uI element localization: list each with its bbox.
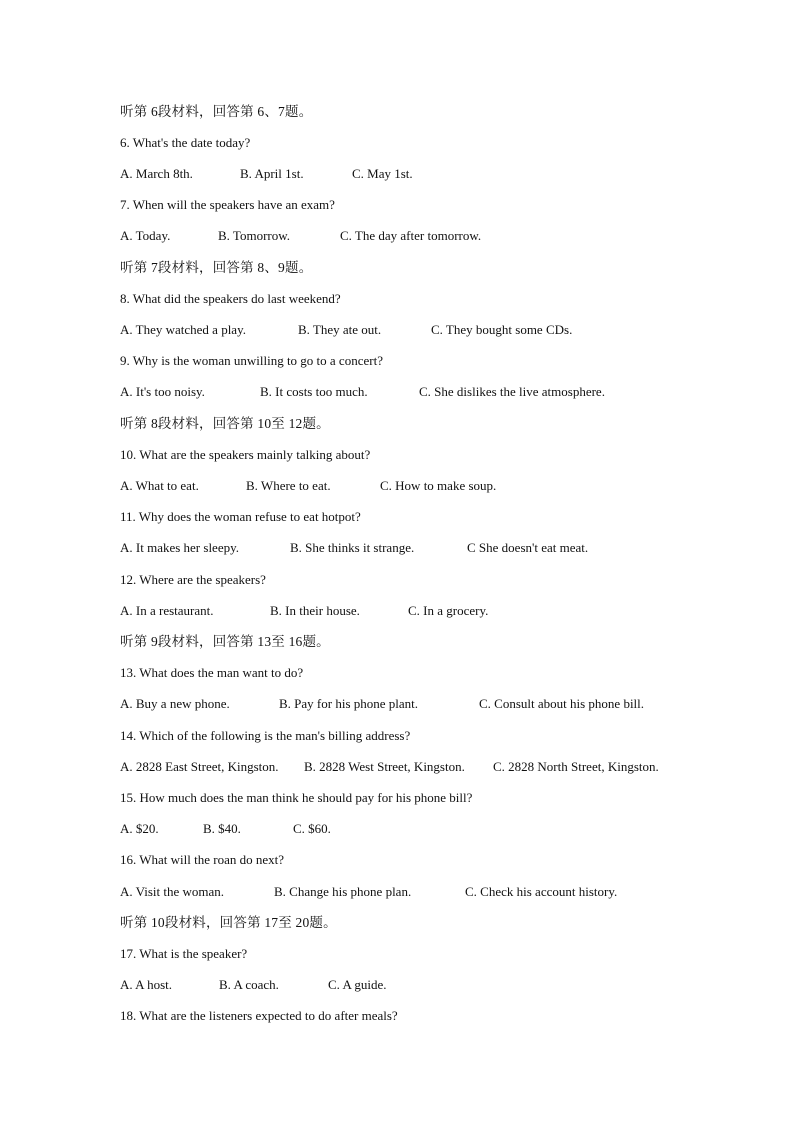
option-c: C. They bought some CDs.: [431, 322, 573, 337]
option-a: A. It's too noisy.: [120, 384, 205, 399]
question-text: 16. What will the roan do next?: [120, 852, 285, 867]
option-c: C. $60.: [293, 821, 331, 836]
option-b: B. Pay for his phone plant.: [279, 696, 419, 711]
option-b: B. 2828 West Street, Kingston.: [304, 759, 465, 774]
question-text: 18. What are the listeners expected to do after meals?: [120, 1008, 398, 1023]
option-b: B. A coach.: [219, 977, 279, 992]
option-a: A. A host.: [120, 977, 173, 992]
option-b: B. Where to eat.: [246, 478, 331, 493]
question-text: 12. Where are the speakers?: [120, 572, 266, 587]
option-b: B. April 1st.: [240, 166, 304, 181]
option-b: B. $40.: [203, 821, 241, 836]
question-text: 11. Why does the woman refuse to eat hotpot?: [120, 509, 361, 524]
question-text: 15. How much does the man think he should pay for his phone bill?: [120, 790, 473, 805]
option-c: C. Consult about his phone bill.: [479, 696, 645, 711]
question-text: 13. What does the man want to do?: [120, 665, 304, 680]
question-text: 8. What did the speakers do last weekend?: [120, 291, 341, 306]
option-a: A. $20.: [120, 821, 159, 836]
question-text: 10. What are the speakers mainly talking about?: [120, 447, 371, 462]
option-c: C. A guide.: [328, 977, 387, 992]
option-c: C. Check his account history.: [465, 884, 618, 899]
option-c: C. May 1st.: [352, 166, 413, 181]
section-heading: 听第 6段材料，回答第 6、7题。: [120, 104, 313, 119]
option-a: A. Buy a new phone.: [120, 696, 230, 711]
question-text: 7. When will the speakers have an exam?: [120, 197, 335, 212]
option-c: C She doesn't eat meat.: [467, 540, 589, 555]
section-heading: 听第 8段材料，回答第 10至 12题。: [120, 416, 330, 431]
option-a: A. 2828 East Street, Kingston.: [120, 759, 279, 774]
option-a: A. Today.: [120, 228, 171, 243]
option-c: C. She dislikes the live atmosphere.: [419, 384, 605, 399]
question-text: 17. What is the speaker?: [120, 946, 248, 961]
option-b: B. Tomorrow.: [218, 228, 291, 243]
section-heading: 听第 10段材料，回答第 17至 20题。: [120, 915, 337, 930]
option-c: C. How to make soup.: [380, 478, 497, 493]
option-a: A. In a restaurant.: [120, 603, 214, 618]
option-c: C. 2828 North Street, Kingston.: [493, 759, 659, 774]
option-b: B. Change his phone plan.: [274, 884, 412, 899]
option-a: A. Visit the woman.: [120, 884, 225, 899]
option-b: B. She thinks it strange.: [290, 540, 415, 555]
option-a: A. They watched a play.: [120, 322, 246, 337]
option-c: C. In a grocery.: [408, 603, 489, 618]
option-a: A. It makes her sleepy.: [120, 540, 240, 555]
question-text: 9. Why is the woman unwilling to go to a concert?: [120, 353, 383, 368]
question-text: 6. What's the date today?: [120, 135, 251, 150]
section-heading: 听第 7段材料，回答第 8、9题。: [120, 260, 313, 275]
option-c: C. The day after tomorrow.: [340, 228, 482, 243]
option-b: B. They ate out.: [298, 322, 382, 337]
section-heading: 听第 9段材料，回答第 13至 16题。: [120, 634, 330, 649]
option-a: A. March 8th.: [120, 166, 193, 181]
option-b: B. It costs too much.: [260, 384, 368, 399]
option-b: B. In their house.: [270, 603, 360, 618]
question-text: 14. Which of the following is the man's billing address?: [120, 728, 411, 743]
option-a: A. What to eat.: [120, 478, 199, 493]
